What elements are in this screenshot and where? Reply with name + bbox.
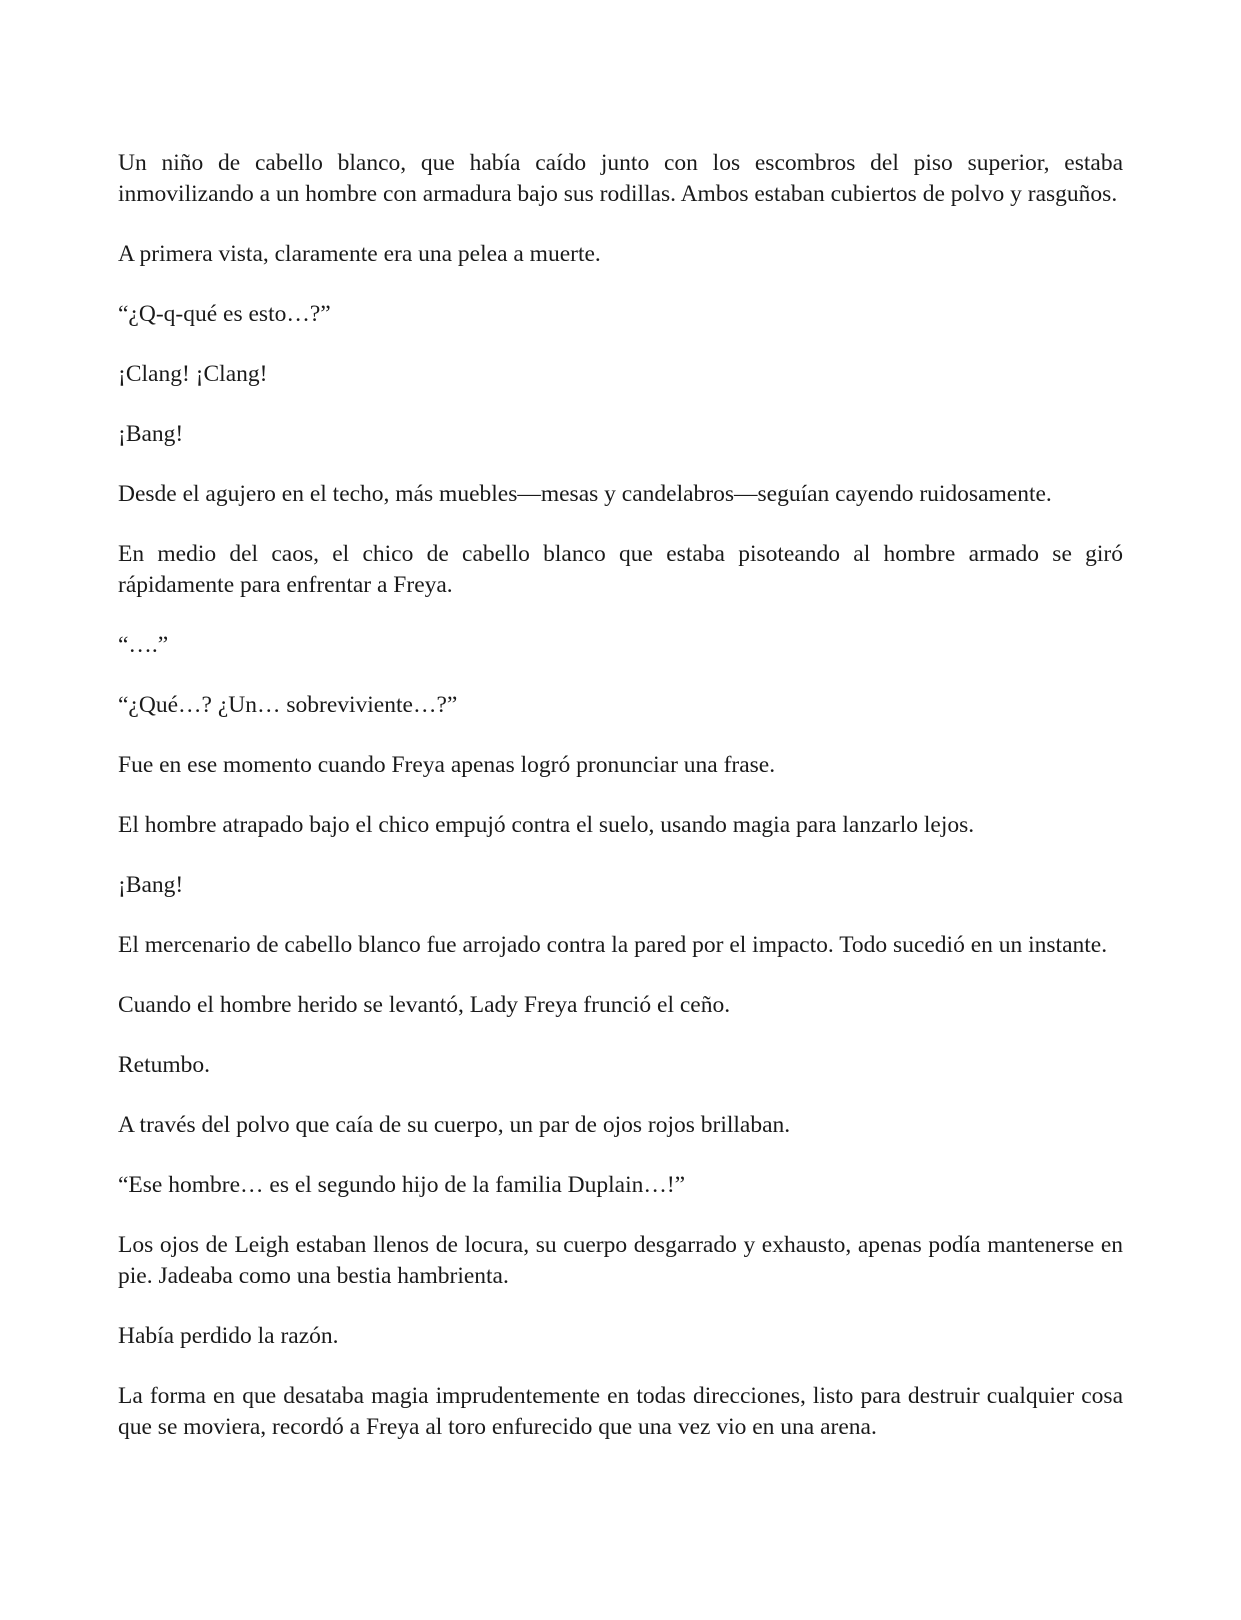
paragraph: El hombre atrapado bajo el chico empujó contra el suelo, usando magia para lanzarlo lejos. <box>118 812 975 838</box>
paragraph: El mercenario de cabello blanco fue arrojado contra la pared por el impacto. Todo sucedió en un instante. <box>118 932 1108 958</box>
paragraph: “¿Qué…? ¿Un… sobreviviente…?” <box>118 692 458 718</box>
paragraph: ¡Clang! ¡Clang! <box>118 361 268 387</box>
paragraph: ¡Bang! <box>118 421 184 447</box>
paragraph: “¿Q-q-qué es esto…?” <box>118 301 331 327</box>
paragraph: Un niño de cabello blanco, que había caído junto con los escombros del piso superior, estaba inmovilizando a un hombre con armadura bajo sus rodillas. Ambos estaban cubiertos de polvo y rasguños. <box>118 150 1123 207</box>
paragraph: Cuando el hombre herido se levantó, Lady Freya frunció el ceño. <box>118 992 731 1018</box>
paragraph: Había perdido la razón. <box>118 1323 339 1349</box>
paragraph: Los ojos de Leigh estaban llenos de locura, su cuerpo desgarrado y exhausto, apenas podía mantenerse en pie. Jadeaba como una bestia hambrienta. <box>118 1232 1123 1289</box>
paragraph: A través del polvo que caía de su cuerpo, un par de ojos rojos brillaban. <box>118 1112 791 1138</box>
paragraph: ¡Bang! <box>118 872 184 898</box>
paragraph: En medio del caos, el chico de cabello blanco que estaba pisoteando al hombre armado se giró rápidamente para enfrentar a Freya. <box>118 541 1123 598</box>
paragraph: Retumbo. <box>118 1052 211 1078</box>
paragraph: A primera vista, claramente era una pelea a muerte. <box>118 241 601 267</box>
paragraph: La forma en que desataba magia imprudentemente en todas direcciones, listo para destruir cualquier cosa que se moviera, recordó a Freya al toro enfurecido que una vez vio en una arena. <box>118 1383 1123 1440</box>
document-body <box>118 148 1123 1443</box>
paragraph: “Ese hombre… es el segundo hijo de la familia Duplain…!” <box>118 1172 686 1198</box>
paragraph: “….” <box>118 632 169 658</box>
paragraph: Desde el agujero en el techo, más muebles—mesas y candelabros—seguían cayendo ruidosamente. <box>118 481 1052 507</box>
paragraph: Fue en ese momento cuando Freya apenas logró pronunciar una frase. <box>118 752 776 778</box>
